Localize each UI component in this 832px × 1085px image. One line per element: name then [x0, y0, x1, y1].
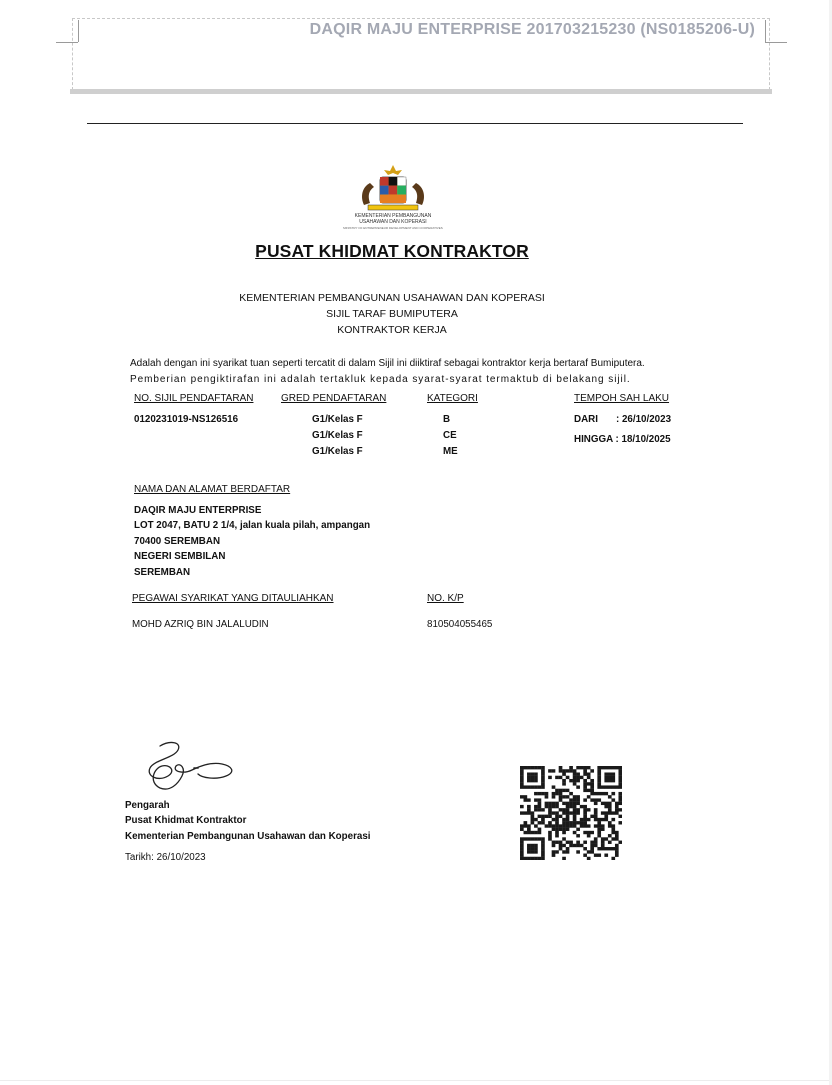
kategori-value: B	[443, 414, 451, 425]
crop-mark	[56, 42, 78, 43]
malaysia-coat-of-arms-icon	[354, 163, 432, 213]
valid-from-label: DARI	[574, 414, 598, 425]
header-divider	[70, 89, 772, 94]
top-rule	[87, 123, 743, 124]
signatory-department: Pusat Khidmat Kontraktor	[125, 815, 247, 826]
registration-number: 0120231019-NS126516	[134, 414, 239, 425]
crop-mark	[78, 20, 79, 42]
signatory-ministry: Kementerian Pembangunan Usahawan dan Koperasi	[125, 831, 371, 842]
gred-value: G1/Kelas F	[312, 446, 363, 457]
valid-from-date: : 26/10/2023	[616, 414, 672, 425]
kategori-value: ME	[443, 446, 458, 457]
ic-number: 810504055465	[427, 619, 493, 630]
valid-until-date: HINGGA : 18/10/2025	[574, 434, 671, 445]
certificate-title: PUSAT KHIDMAT KONTRAKTOR	[255, 241, 529, 261]
address-line: NEGERI SEMBILAN	[134, 551, 226, 562]
address-line: DAQIR MAJU ENTERPRISE	[134, 505, 262, 516]
header-gred: GRED PENDAFTARAN	[281, 393, 387, 404]
gred-value: G1/Kelas F	[312, 430, 363, 441]
address-header: NAMA DAN ALAMAT BERDAFTAR	[134, 484, 291, 495]
address-line: LOT 2047, BATU 2 1/4, jalan kuala pilah, ampangan	[134, 520, 371, 531]
officer-name: MOHD AZRIQ BIN JALALUDIN	[132, 619, 269, 630]
statement-line: Pemberian pengiktirafan ini adalah tertakluk kepada syarat-syarat termaktub di belakang sijil.	[130, 374, 631, 385]
ministry-logo-line: KEMENTERIAN PEMBANGUNAN	[354, 213, 432, 219]
address-line: SEREMBAN	[134, 567, 191, 578]
page-bottom-edge	[0, 1080, 832, 1081]
kategori-value: CE	[443, 430, 457, 441]
ministry-logo-line: USAHAWAN DAN KOPERASI	[359, 219, 427, 225]
header-tempoh: TEMPOH SAH LAKU	[574, 393, 670, 404]
certificate-category: KONTRAKTOR KERJA	[337, 324, 447, 336]
certificate-type: SIJIL TARAF BUMIPUTERA	[326, 308, 458, 320]
crop-mark	[765, 20, 766, 42]
officer-header: PEGAWAI SYARIKAT YANG DITAULIAHKAN	[132, 593, 334, 604]
signatory-title: Pengarah	[125, 800, 170, 811]
address-line: 70400 SEREMBAN	[134, 536, 221, 547]
header-no-sijil: NO. SIJIL PENDAFTARAN	[134, 393, 254, 404]
ic-number-header: NO. K/P	[427, 593, 464, 604]
issue-date: Tarikh: 26/10/2023	[125, 852, 206, 863]
ministry-name: KEMENTERIAN PEMBANGUNAN USAHAWAN DAN KOPERASI	[239, 292, 545, 304]
document-header-title: DAQIR MAJU ENTERPRISE 201703215230 (NS0185206-U)	[309, 21, 755, 38]
crop-mark	[765, 42, 787, 43]
ministry-logo-subtext: MINISTRY OF ENTREPRENEUR DEVELOPMENT AND COOPERATIVES	[343, 226, 443, 230]
gred-value: G1/Kelas F	[312, 414, 363, 425]
qr-code-icon	[520, 766, 622, 860]
handwritten-signature-icon	[140, 738, 240, 792]
header-kategori: KATEGORI	[427, 393, 478, 404]
statement-line: Adalah dengan ini syarikat tuan seperti tercatit di dalam Sijil ini diiktiraf sebagai kontraktor kerja bertaraf Bumiputera.	[130, 358, 645, 369]
ministry-logo-text	[330, 213, 456, 225]
